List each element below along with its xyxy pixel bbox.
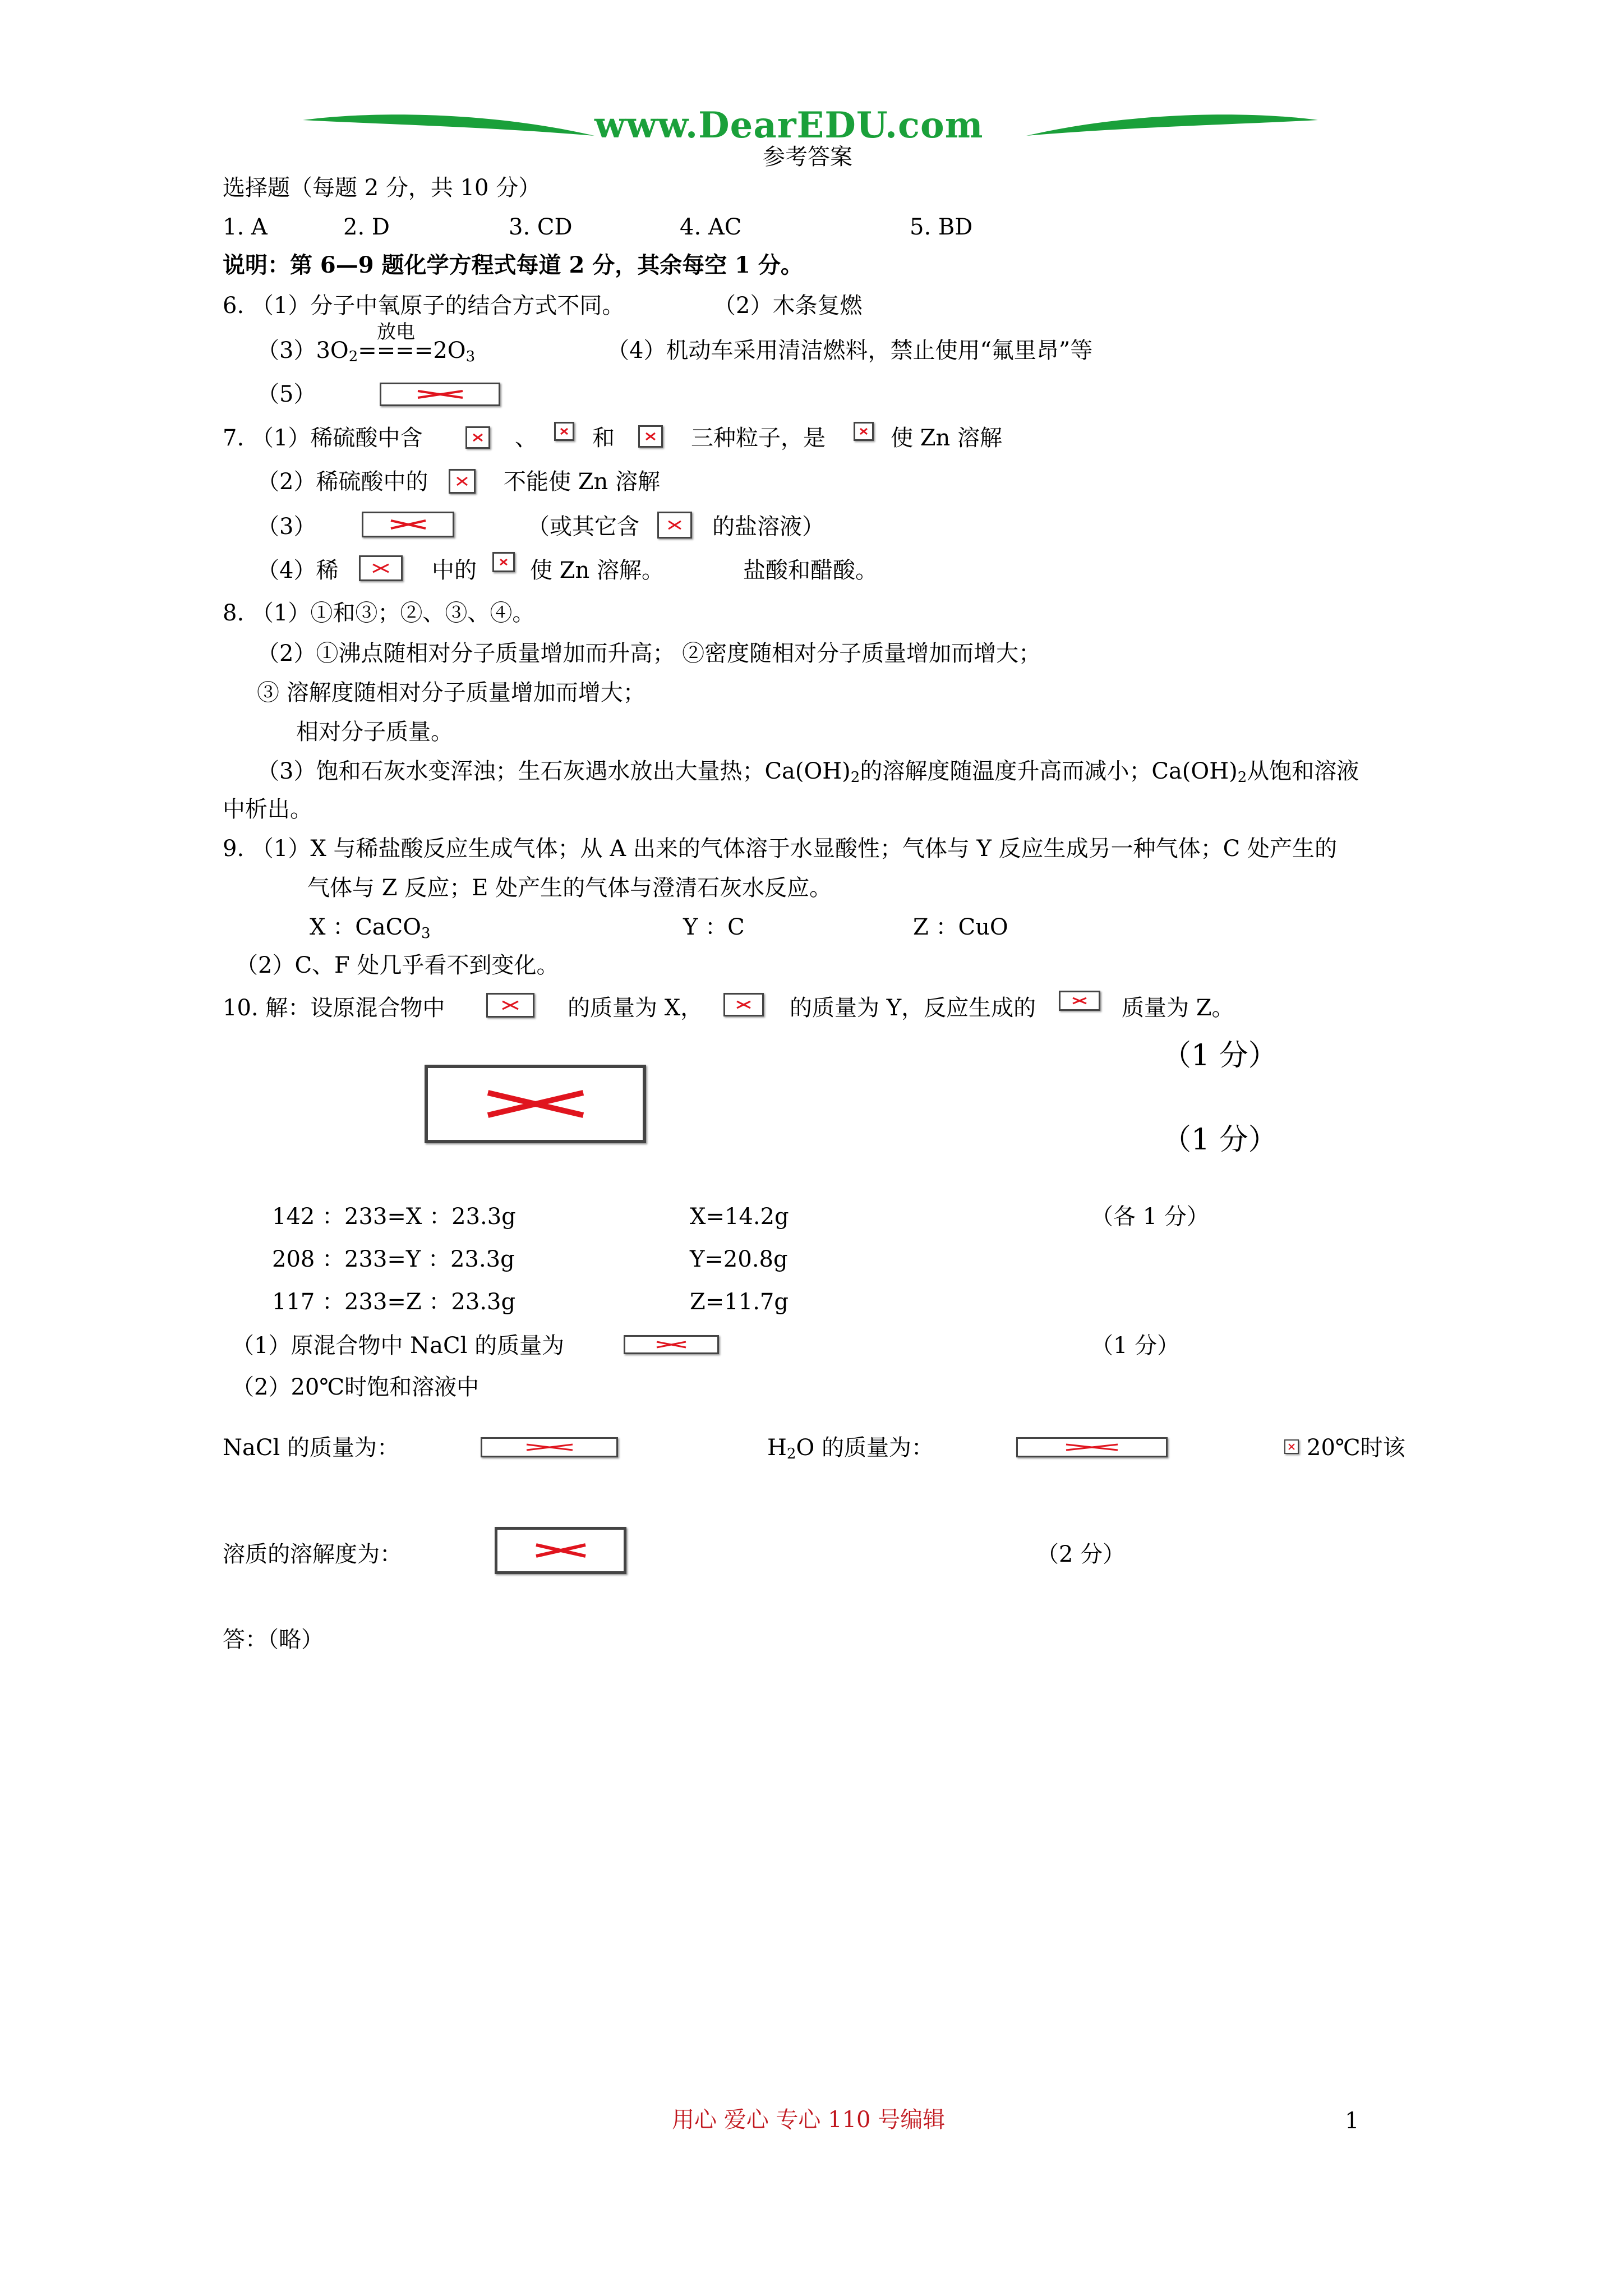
q8-line1: 8. （1）①和③；②、③、④。 xyxy=(223,600,535,626)
broken-image-icon xyxy=(1071,996,1088,1005)
q8-l5-sub2: 2 xyxy=(1237,769,1247,786)
q10-h2o-post: O 的质量为： xyxy=(796,1435,934,1461)
q7-line1-mid: 三种粒子，是 xyxy=(691,425,826,451)
q6-part5-label: （5） xyxy=(257,381,316,407)
broken-image-icon xyxy=(735,1000,752,1010)
page-number: 1 xyxy=(1345,2108,1359,2134)
q10-row1-result: X=14.2g xyxy=(690,1204,789,1230)
q10-row1-ratio: 142 ：233=X ：23.3g xyxy=(272,1204,516,1230)
q10-broken-image-5 xyxy=(481,1437,618,1457)
q6-broken-image xyxy=(380,383,500,406)
q7-line1-pre: 7. （1）稀硫酸中含 xyxy=(223,425,423,451)
q10-broken-image-8 xyxy=(495,1527,626,1574)
q8-line2: （2）①沸点随相对分子质量增加而升高； ②密度随相对分子质量增加而增大； xyxy=(257,641,1041,666)
q10-part1: （1）原混合物中 NaCl 的质量为 xyxy=(232,1333,565,1359)
q10-score-2: （1 分） xyxy=(1162,1123,1278,1157)
broken-image-icon xyxy=(524,1443,575,1451)
broken-image-icon xyxy=(654,1341,688,1349)
q10-broken-image-2 xyxy=(723,993,764,1016)
q6-part1: 6. （1）分子中氧原子的结合方式不同。 xyxy=(223,293,625,319)
q10-broken-image-4 xyxy=(624,1335,719,1354)
section-heading: 选择题（每题 2 分，共 10 分） xyxy=(223,175,541,201)
q10-line1-pre: 10. 解：设原混合物中 xyxy=(223,995,445,1021)
scoring-note: 说明：第 6—9 题化学方程式每道 2 分，其余每空 1 分。 xyxy=(223,252,803,278)
q6-part3-equation xyxy=(257,337,475,365)
page-title: 参考答案 xyxy=(763,144,852,170)
q6-part2: （2）木条复燃 xyxy=(713,293,863,319)
q10-part2: （2）20℃时饱和溶液中 xyxy=(232,1374,479,1400)
q7-broken-image-4 xyxy=(854,422,874,441)
q7-line3-mid: （或其它含 xyxy=(527,514,639,540)
broken-image-icon xyxy=(455,476,469,487)
broken-image-icon xyxy=(859,427,869,436)
broken-image-icon xyxy=(559,427,569,436)
q9-line1: 9. （1）X 与稀盐酸反应生成气体；从 A 出来的气体溶于水显酸性；气体与 Y 反应生成另一种气体；C 处产生的 xyxy=(223,836,1337,862)
q10-line1-a: 的质量为 X， xyxy=(568,995,703,1021)
footer-text: 用心 爱心 专心 110 号编辑 xyxy=(672,2107,946,2133)
broken-image-icon xyxy=(472,432,484,443)
q10-h2o-pre: H xyxy=(767,1435,787,1461)
q10-equation-image xyxy=(425,1065,646,1143)
q7-broken-image-9 xyxy=(492,552,515,572)
site-logo-text: www.DearEDU.com xyxy=(594,104,984,146)
q7-line3-post: 的盐溶液） xyxy=(712,514,824,540)
q8-l5-sub1: 2 xyxy=(850,769,860,786)
q9-line2: 气体与 Z 反应；E 处产生的气体与澄清石灰水反应。 xyxy=(307,875,832,901)
q7-line4-post: 使 Zn 溶解。 xyxy=(530,558,664,583)
broken-image-icon xyxy=(371,563,390,574)
q10-h2o-label xyxy=(767,1434,934,1462)
broken-image-icon xyxy=(501,1000,520,1011)
q9-line4: （2）C、F 处几乎看不到变化。 xyxy=(236,953,559,978)
q9-z-answer: Z ：CuO xyxy=(913,914,1008,940)
q7-line2-post: 不能使 Zn 溶解 xyxy=(504,469,660,495)
q6-part4: （4）机动车采用清洁燃料，禁止使用“氟里昂”等 xyxy=(607,338,1093,364)
q7-line4-pre: （4）稀 xyxy=(257,558,339,583)
q10-line1-b: 的质量为 Y，反应生成的 xyxy=(790,995,1036,1021)
q9-x-pre: X ：CaCO xyxy=(310,914,422,940)
q7-line2-pre: （2）稀硫酸中的 xyxy=(257,469,428,495)
q7-broken-image-7 xyxy=(657,512,692,539)
q9-y-answer: Y ：C xyxy=(683,914,745,940)
q7-line3-pre: （3） xyxy=(257,514,316,540)
q8-line5 xyxy=(257,757,1359,785)
q10-row3-result: Z=11.7g xyxy=(690,1289,789,1315)
q7-line4-mid: 中的 xyxy=(432,558,477,583)
q8-line3: ③ 溶解度随相对分子质量增加而增大； xyxy=(257,680,645,706)
choice-answer-3: 3. CD xyxy=(509,214,573,240)
q10-nacl-label: NaCl 的质量为： xyxy=(223,1435,399,1461)
broken-image-icon xyxy=(389,519,428,530)
q8-l5-c: 从饱和溶液 xyxy=(1247,758,1359,784)
q7-line4-extra: 盐酸和醋酸。 xyxy=(743,558,878,583)
broken-image-icon xyxy=(499,558,509,567)
q8-l5-b: 的溶解度随温度升高而减小；Ca(OH) xyxy=(860,758,1238,784)
broken-image-icon xyxy=(1288,1443,1295,1451)
q10-row2-result: Y=20.8g xyxy=(690,1246,788,1272)
q10-row2-ratio: 208 ：233=Y ：23.3g xyxy=(272,1246,515,1272)
q10-row3-ratio: 117 ：233=Z ：23.3g xyxy=(272,1289,516,1315)
q6-equation-condition: 放电 xyxy=(377,321,415,343)
q6-eq-mid: ====2O xyxy=(358,338,466,364)
q9-x-answer xyxy=(310,913,431,941)
broken-image-icon xyxy=(1064,1443,1120,1451)
q10-score-1: （1 分） xyxy=(1162,1039,1278,1073)
choice-answer-1: 1. A xyxy=(223,214,268,240)
q10-solubility-label: 溶质的溶解度为： xyxy=(223,1542,402,1567)
q10-tail: 20℃时该 xyxy=(1307,1435,1405,1461)
q10-row1-score: （各 1 分） xyxy=(1091,1204,1209,1230)
header-swoosh-right xyxy=(1026,110,1318,144)
broken-image-icon xyxy=(415,389,465,399)
q8-line4: 相对分子质量。 xyxy=(296,719,453,745)
broken-image-icon xyxy=(644,431,657,441)
q8-l5-a: （3）饱和石灰水变浑浊；生石灰遇水放出大量热；Ca(OH) xyxy=(257,758,851,784)
q10-broken-image-3 xyxy=(1059,991,1100,1011)
q10-broken-image-7 xyxy=(1284,1439,1299,1454)
q6-eq-sub2: 3 xyxy=(465,348,476,365)
q10-answer: 答：（略） xyxy=(223,1627,324,1653)
q10-solubility-score: （2 分） xyxy=(1036,1542,1126,1567)
q8-line6: 中析出。 xyxy=(223,797,312,822)
q7-broken-image-8 xyxy=(359,555,403,581)
q10-part1-score: （1 分） xyxy=(1091,1333,1180,1359)
q7-broken-image-3 xyxy=(638,425,663,448)
q10-line1-c: 质量为 Z。 xyxy=(1122,995,1234,1021)
q7-broken-image-6 xyxy=(362,512,454,537)
q7-line1-post: 使 Zn 溶解 xyxy=(891,425,1002,451)
header-swoosh-left xyxy=(303,110,594,144)
q10-broken-image-1 xyxy=(486,993,534,1018)
q6-eq-sub1: 2 xyxy=(348,348,358,365)
q10-h2o-sub: 2 xyxy=(786,1446,796,1462)
q7-broken-image-2 xyxy=(554,422,574,441)
broken-image-icon xyxy=(667,519,683,531)
q7-line1-sep: 、 xyxy=(515,425,537,451)
q9-x-sub: 3 xyxy=(421,925,431,942)
q7-broken-image-1 xyxy=(465,426,490,449)
broken-image-icon xyxy=(533,1542,589,1559)
q6-eq-pre: （3）3O xyxy=(257,338,349,364)
choice-answer-5: 5. BD xyxy=(910,214,973,240)
broken-image-icon xyxy=(482,1087,589,1121)
q10-broken-image-6 xyxy=(1016,1437,1168,1457)
q7-broken-image-5 xyxy=(449,469,476,494)
choice-answer-2: 2. D xyxy=(343,214,390,240)
q7-line1-and: 和 xyxy=(592,425,615,451)
choice-answer-4: 4. AC xyxy=(680,214,742,240)
